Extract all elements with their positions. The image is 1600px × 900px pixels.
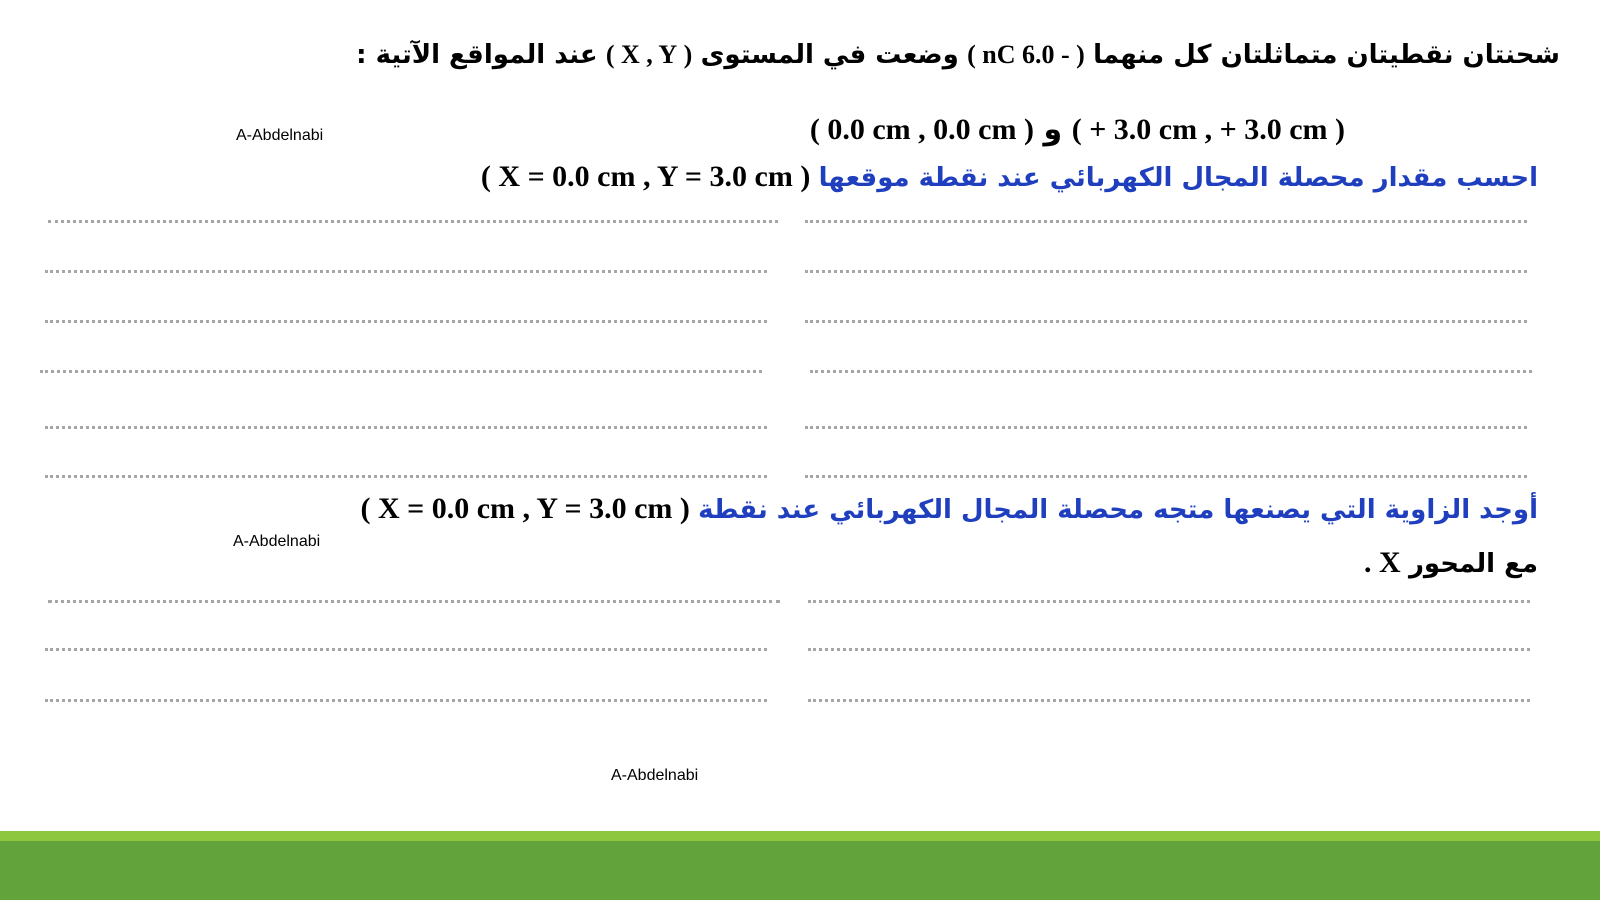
answer-line	[45, 270, 767, 273]
question-1-point: ( X = 0.0 cm , Y = 3.0 cm )	[480, 160, 811, 193]
answer-line	[40, 370, 762, 373]
answer-line	[805, 426, 1527, 429]
position-1: ( 0.0 cm , 0.0 cm )	[809, 113, 1034, 146]
watermark-3: A-Abdelnabi	[611, 767, 699, 784]
answer-line	[808, 648, 1530, 651]
answer-line	[805, 320, 1527, 323]
question-2-text: أوجد الزاوية التي يصنعها متجه محصلة المجال الكهربائي عند نقطة	[698, 495, 1538, 525]
answer-line	[45, 426, 767, 429]
answer-line	[805, 220, 1527, 223]
watermark-1: A-Abdelnabi	[236, 127, 324, 144]
plane-label: ( X , Y )	[605, 40, 693, 69]
answer-line	[48, 220, 778, 223]
axis-label: X .	[1364, 546, 1401, 579]
question-2-axis	[1364, 546, 1538, 580]
answer-line	[45, 699, 767, 702]
question-1	[481, 160, 1538, 194]
problem-statement	[356, 40, 1560, 70]
answer-line	[808, 699, 1530, 702]
answer-line	[808, 600, 1530, 603]
answer-line	[805, 270, 1527, 273]
question-2-point: ( X = 0.0 cm , Y = 3.0 cm )	[360, 492, 690, 525]
placed-text: وضعت في المستوى	[700, 40, 959, 70]
question-2	[360, 492, 1538, 526]
charge-positions	[810, 112, 1345, 147]
answer-line	[48, 600, 780, 603]
answer-line	[45, 475, 767, 478]
answer-line	[45, 648, 767, 651]
axis-text: مع المحور	[1408, 549, 1538, 579]
answer-line	[810, 370, 1532, 373]
charge-value: ( - 6.0 nC )	[967, 40, 1085, 69]
position-2: ( + 3.0 cm , + 3.0 cm )	[1071, 113, 1345, 146]
footer-bar	[0, 841, 1600, 900]
and-word: و	[1043, 112, 1063, 147]
footer-stripe	[0, 831, 1600, 841]
watermark-2: A-Abdelnabi	[233, 533, 321, 550]
intro-text: شحنتان نقطيتان متماثلتان كل منهما	[1093, 40, 1560, 70]
answer-line	[45, 320, 767, 323]
locations-text: عند المواقع الآتية :	[356, 40, 598, 70]
question-1-text: احسب مقدار محصلة المجال الكهربائي عند نقطة موقعها	[818, 163, 1538, 193]
answer-line	[805, 475, 1527, 478]
